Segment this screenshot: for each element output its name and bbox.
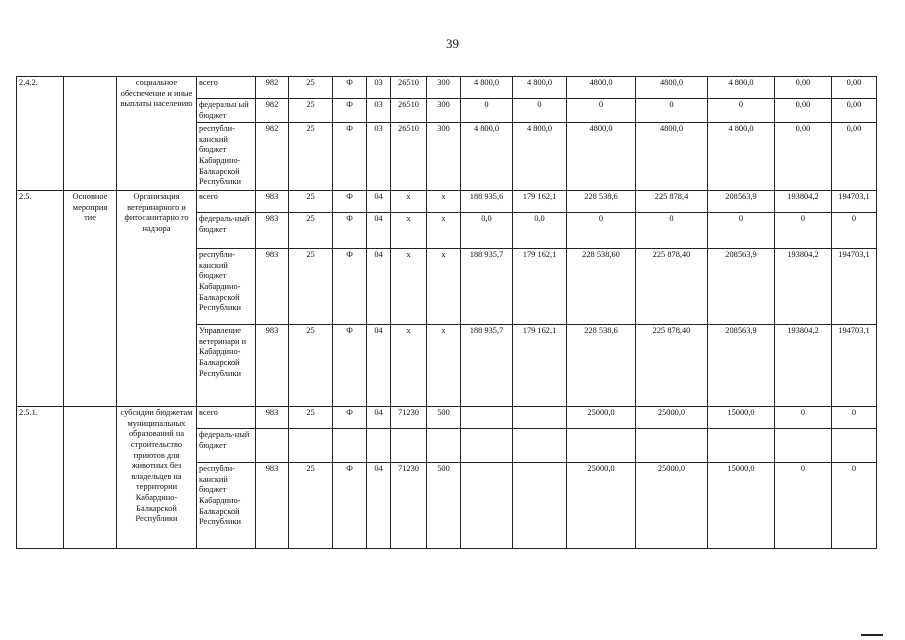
grbs-code: 982: [256, 77, 289, 99]
value-year-1: [461, 407, 513, 429]
row-type: Основное мероприя тие: [64, 191, 117, 407]
code-event: 03: [367, 77, 391, 99]
value-year-5: 15000,0: [708, 463, 775, 549]
funding-source: республи-канский бюджет Кабардино-Балкарской Республики: [197, 249, 256, 325]
value-year-4: 25000,0: [636, 463, 708, 549]
code-program: [289, 429, 333, 463]
value-year-5: 208563,9: [708, 325, 775, 407]
value-year-4: 25000,0: [636, 407, 708, 429]
code-direction: [391, 429, 427, 463]
grbs-code: 983: [256, 407, 289, 429]
row-type: [64, 407, 117, 549]
code-event: [367, 429, 391, 463]
value-year-2: 179 162,1: [513, 325, 567, 407]
value-year-2: 179 162,1: [513, 249, 567, 325]
value-year-3: 0: [567, 213, 636, 249]
code-program: 25: [289, 249, 333, 325]
value-year-7: 194703,1: [832, 249, 877, 325]
value-year-7: 194703,1: [832, 325, 877, 407]
row-name: социальное обеспечение и иные выплаты населению: [117, 77, 197, 191]
funding-source: федеральн ый бюджет: [197, 99, 256, 123]
value-year-5: 15000,0: [708, 407, 775, 429]
value-year-4: 225 878,4: [636, 191, 708, 213]
value-year-5: 0: [708, 213, 775, 249]
value-year-2: 4 800,0: [513, 123, 567, 191]
value-year-1: 0: [461, 99, 513, 123]
value-year-2: 179 162,1: [513, 191, 567, 213]
code-subprogram: Ф: [333, 123, 367, 191]
value-year-6: 193804,2: [775, 325, 832, 407]
row-number: 2.5.: [17, 191, 64, 407]
code-subprogram: Ф: [333, 407, 367, 429]
funding-source: всего: [197, 407, 256, 429]
value-year-3: 25000,0: [567, 407, 636, 429]
code-vr: [427, 429, 461, 463]
value-year-7: 0,00: [832, 123, 877, 191]
grbs-code: [256, 429, 289, 463]
value-year-1: 188 935,6: [461, 191, 513, 213]
code-program: 25: [289, 407, 333, 429]
value-year-4: 0: [636, 99, 708, 123]
code-event: 04: [367, 249, 391, 325]
value-year-7: 0: [832, 463, 877, 549]
funding-source: Управление ветеринари и Кабардино-Балкарской Республики: [197, 325, 256, 407]
code-event: 04: [367, 407, 391, 429]
code-vr: 500: [427, 407, 461, 429]
grbs-code: 983: [256, 325, 289, 407]
value-year-3: 4800,0: [567, 77, 636, 99]
value-year-7: [832, 429, 877, 463]
code-vr: x: [427, 325, 461, 407]
value-year-5: 208563,9: [708, 191, 775, 213]
value-year-6: 0,00: [775, 77, 832, 99]
value-year-1: 0,0: [461, 213, 513, 249]
value-year-2: 0: [513, 99, 567, 123]
value-year-2: 4 800,0: [513, 77, 567, 99]
value-year-6: 0: [775, 463, 832, 549]
value-year-5: 4 800,0: [708, 77, 775, 99]
value-year-3: 228 538,6: [567, 191, 636, 213]
value-year-5: [708, 429, 775, 463]
code-program: 25: [289, 325, 333, 407]
code-program: 25: [289, 213, 333, 249]
value-year-2: [513, 407, 567, 429]
code-direction: x: [391, 325, 427, 407]
code-subprogram: Ф: [333, 77, 367, 99]
table-row: [17, 77, 877, 99]
code-event: 03: [367, 99, 391, 123]
value-year-2: 0,0: [513, 213, 567, 249]
value-year-4: 4800,0: [636, 123, 708, 191]
code-direction: 26510: [391, 99, 427, 123]
value-year-3: [567, 429, 636, 463]
value-year-6: [775, 429, 832, 463]
code-subprogram: [333, 429, 367, 463]
value-year-5: 208563,9: [708, 249, 775, 325]
budget-table: [16, 76, 877, 549]
code-direction: x: [391, 249, 427, 325]
code-subprogram: Ф: [333, 99, 367, 123]
funding-source: всего: [197, 191, 256, 213]
value-year-6: 193804,2: [775, 191, 832, 213]
grbs-code: 982: [256, 99, 289, 123]
code-program: 25: [289, 99, 333, 123]
value-year-1: 4 800,0: [461, 77, 513, 99]
value-year-4: [636, 429, 708, 463]
code-event: 04: [367, 463, 391, 549]
code-event: 04: [367, 325, 391, 407]
value-year-5: 4 800,0: [708, 123, 775, 191]
row-number: 2.5.1.: [17, 407, 64, 549]
code-direction: 71230: [391, 407, 427, 429]
page-corner-mark: [861, 634, 883, 636]
code-subprogram: Ф: [333, 213, 367, 249]
code-vr: 500: [427, 463, 461, 549]
code-subprogram: Ф: [333, 463, 367, 549]
code-event: 04: [367, 191, 391, 213]
code-vr: 300: [427, 99, 461, 123]
value-year-7: 0,00: [832, 77, 877, 99]
row-type: [64, 77, 117, 191]
code-vr: x: [427, 191, 461, 213]
value-year-3: 228 538,6: [567, 325, 636, 407]
code-program: 25: [289, 77, 333, 99]
value-year-3: 228 538,60: [567, 249, 636, 325]
value-year-1: [461, 429, 513, 463]
table-row: [17, 191, 877, 213]
table-row: [17, 407, 877, 429]
page-number: 39: [446, 36, 459, 51]
table-body: [17, 77, 877, 549]
value-year-4: 225 878,40: [636, 325, 708, 407]
grbs-code: 982: [256, 123, 289, 191]
value-year-7: 0: [832, 213, 877, 249]
value-year-4: 4800,0: [636, 77, 708, 99]
value-year-3: 25000,0: [567, 463, 636, 549]
code-vr: 300: [427, 77, 461, 99]
value-year-6: 0,00: [775, 99, 832, 123]
value-year-6: 193804,2: [775, 249, 832, 325]
code-subprogram: Ф: [333, 191, 367, 213]
grbs-code: 983: [256, 249, 289, 325]
value-year-2: [513, 429, 567, 463]
code-vr: 300: [427, 123, 461, 191]
code-program: 25: [289, 191, 333, 213]
row-name: субсидии бюджетам муниципальных образований на строительство приютов для животных без владельцев на территории Кабардино-Балкарской Республики: [117, 407, 197, 549]
value-year-6: 0: [775, 213, 832, 249]
funding-source: федераль-ный бюджет: [197, 429, 256, 463]
value-year-7: 0: [832, 407, 877, 429]
funding-source: всего: [197, 77, 256, 99]
funding-source: республи-канский бюджет Кабардино-Балкарской Республики: [197, 463, 256, 549]
value-year-1: [461, 463, 513, 549]
code-vr: x: [427, 249, 461, 325]
value-year-1: 188 935,7: [461, 249, 513, 325]
grbs-code: 983: [256, 191, 289, 213]
code-direction: x: [391, 191, 427, 213]
code-vr: x: [427, 213, 461, 249]
code-direction: 26510: [391, 123, 427, 191]
grbs-code: 983: [256, 463, 289, 549]
code-event: 04: [367, 213, 391, 249]
value-year-1: 4 800,0: [461, 123, 513, 191]
value-year-7: 194703,1: [832, 191, 877, 213]
value-year-1: 188 935,7: [461, 325, 513, 407]
value-year-3: 0: [567, 99, 636, 123]
code-event: 03: [367, 123, 391, 191]
code-subprogram: Ф: [333, 325, 367, 407]
value-year-6: 0,00: [775, 123, 832, 191]
code-direction: x: [391, 213, 427, 249]
funding-source: республи-канский бюджет Кабардино-Балкарской Республики: [197, 123, 256, 191]
grbs-code: 983: [256, 213, 289, 249]
code-direction: 26510: [391, 77, 427, 99]
value-year-5: 0: [708, 99, 775, 123]
value-year-4: 225 878,40: [636, 249, 708, 325]
funding-source: федераль-ный бюджет: [197, 213, 256, 249]
row-name: Организация ветеринарного и фитосанитарно го надзора: [117, 191, 197, 407]
value-year-4: 0: [636, 213, 708, 249]
code-direction: 71230: [391, 463, 427, 549]
code-subprogram: Ф: [333, 249, 367, 325]
code-program: 25: [289, 123, 333, 191]
value-year-3: 4800,0: [567, 123, 636, 191]
value-year-2: [513, 463, 567, 549]
value-year-6: 0: [775, 407, 832, 429]
code-program: 25: [289, 463, 333, 549]
row-number: 2.4.2.: [17, 77, 64, 191]
value-year-7: 0,00: [832, 99, 877, 123]
